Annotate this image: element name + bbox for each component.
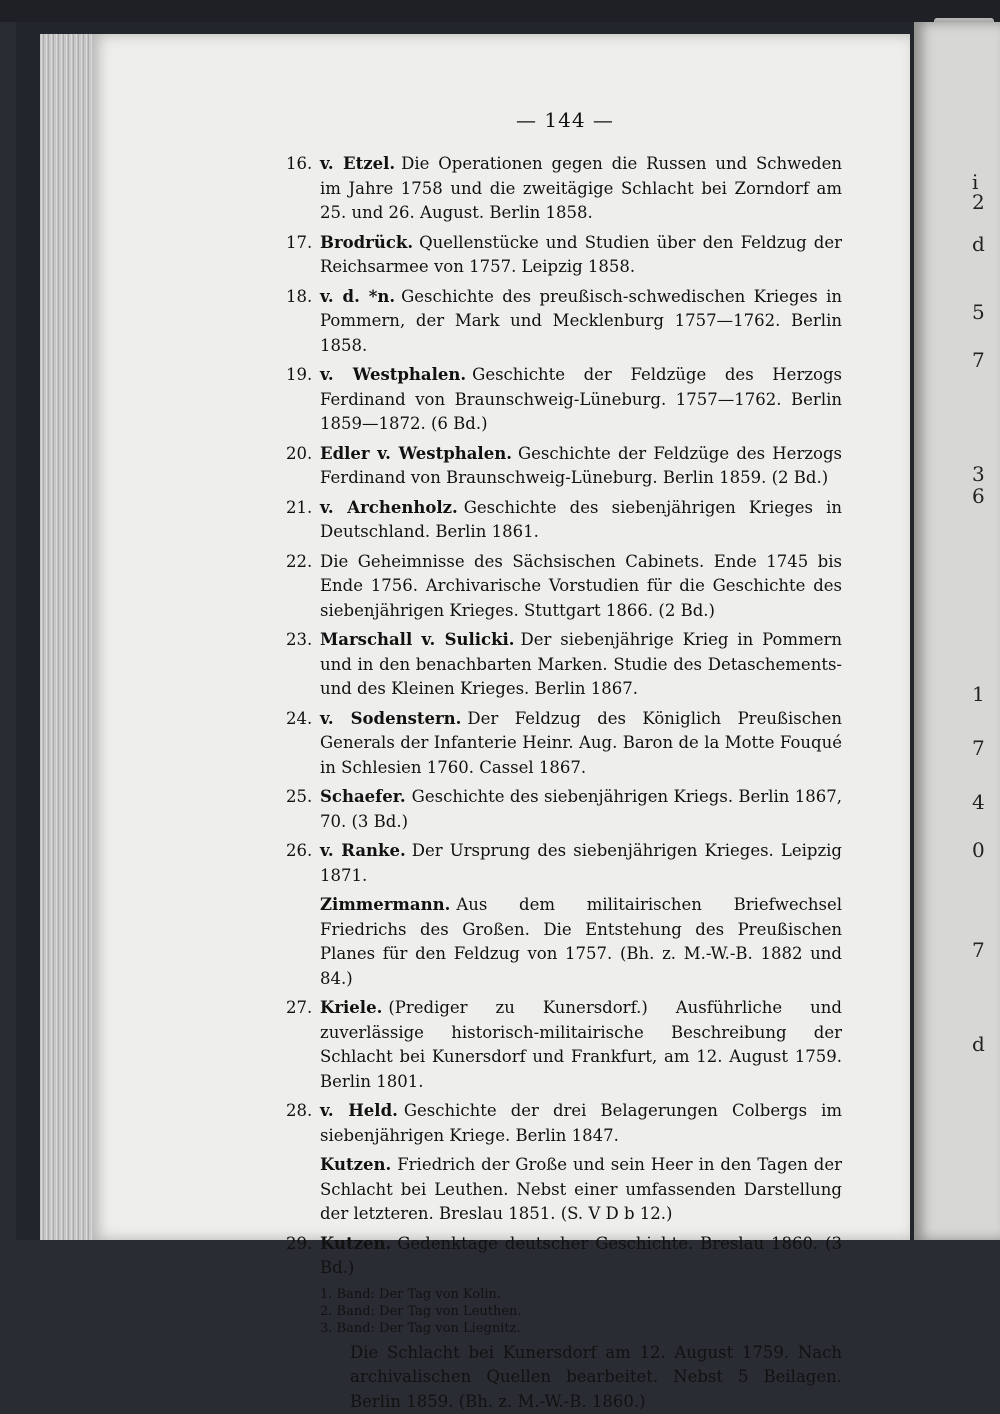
entry-text: Geschichte der Feldzüge des Herzogs Ferdinand von Braunschweig-Lüneburg. Berlin 1859. (2 Bd.) [320,444,842,488]
entry-text: Der Ursprung des siebenjährigen Krieges. Leipzig 1871. [320,841,842,885]
list-item [320,628,842,702]
list-item [320,152,842,226]
list-item [320,285,842,359]
bibliography-list [320,152,842,1414]
list-item [320,785,842,834]
list-item [320,1232,842,1281]
entry-number: 29. [286,1232,320,1281]
list-item [320,231,842,280]
entry-number: 23. [286,628,320,702]
entry-author: v. Sodenstern. [320,709,461,728]
entry-author: Edler v. Westphalen. [320,444,512,463]
entry-text: Gedenktage deutscher Geschichte. Breslau 1860. (3 Bd.) [320,1234,842,1278]
entry-number: 21. [286,496,320,545]
volume-item: 3. Band: Der Tag von Liegnitz. [320,1320,842,1337]
entry-continuation: Die Schlacht bei Kunersdorf am 12. August 1759. Nach archivalischen Quellen bearbeitet. Nebst 5 Beilagen. Berlin 1859. (Bh. z. M.-W.-B. 1860.) [320,1341,842,1414]
list-item [320,550,842,624]
facing-page-fragment: 6 [972,484,985,508]
entry-number: 22. [286,550,320,624]
entry-text: Geschichte des preußisch-schwedischen Krieges in Pommern, der Mark und Mecklenburg 1757—1762. Berlin 1858. [320,287,842,355]
top-strip [0,0,1000,22]
facing-page-fragment: d [972,1032,985,1056]
entry-author: v. Ranke. [320,841,406,860]
facing-page-fragment: 4 [972,790,985,814]
facing-page-fragment: d [972,232,985,256]
entry-author: Brodrück. [320,233,413,252]
entry-text: Geschichte des siebenjährigen Krieges in Deutschland. Berlin 1861. [320,498,842,542]
entry-text: Geschichte der Feldzüge des Herzogs Ferdinand von Braunschweig-Lüneburg. 1757—1762. Berlin 1859—1872. (6 Bd.) [320,365,842,433]
volume-list [320,1286,842,1337]
entry-author: Zimmermann. [320,895,450,914]
entry-author: Marschall v. Sulicki. [320,630,515,649]
facing-page-fragment: 7 [972,938,985,962]
facing-page-fragment: 7 [972,348,985,372]
entry-number: 25. [286,785,320,834]
list-item [320,839,842,888]
facing-page-fragment: i [972,170,978,194]
entry-text: Aus dem militairischen Briefwechsel Friedrichs des Großen. Die Entstehung des Preußischen Planes für den Feldzug von 1757. (Bh. z. M.-W.-B. 1882 und 84.) [320,895,842,988]
facing-page-fragment: 0 [972,838,985,862]
entry-number: 24. [286,707,320,781]
list-item [320,707,842,781]
entry-text: Die Operationen gegen die Russen und Schweden im Jahre 1758 und die zweitägige Schlacht bei Zorndorf am 25. und 26. August. Berlin 1858. [320,154,842,222]
entry-text: (Prediger zu Kunersdorf.) Ausführliche und zuverlässige historisch-militairische Beschreibung der Schlacht bei Kunersdorf und Frankfurt, am 12. August 1759. Berlin 1801. [320,998,842,1091]
list-item [320,996,842,1094]
entry-author: v. Westphalen. [320,365,466,384]
list-item [320,1099,842,1148]
entry-number: 18. [286,285,320,359]
volume-item: 2. Band: Der Tag von Leuthen. [320,1303,842,1320]
entry-number: 19. [286,363,320,437]
entry-number: 20. [286,442,320,491]
list-item [320,363,842,437]
volume-item: 1. Band: Der Tag von Kolin. [320,1286,842,1303]
entry-author: Schaefer. [320,787,406,806]
entry-number: 28. [286,1099,320,1148]
entry-author: v. d. *n. [320,287,395,306]
entry-author: Kriele. [320,998,382,1017]
entry-text: Quellenstücke und Studien über den Feldzug der Reichsarmee von 1757. Leipzig 1858. [320,233,842,277]
entry-text: Geschichte des siebenjährigen Kriegs. Berlin 1867, 70. (3 Bd.) [320,787,842,831]
entry-text: Geschichte der drei Belagerungen Colbergs im siebenjährigen Kriege. Berlin 1847. [320,1101,842,1145]
facing-page-fragment: 1 [972,682,985,706]
entry-author: v. Held. [320,1101,398,1120]
facing-page-fragment: 2 [972,190,985,214]
sub-entry [320,893,842,991]
entry-number: 26. [286,839,320,888]
list-item [320,442,842,491]
entry-author: Kutzen. [320,1155,391,1174]
entry-number: 27. [286,996,320,1094]
entry-author: v. Archenholz. [320,498,458,517]
facing-page-fragment: 5 [972,300,985,324]
sub-entry [320,1153,842,1227]
entry-text: Friedrich der Große und sein Heer in den Tagen der Schlacht bei Leuthen. Nebst einer umfassenden Darstellung der letzteren. Breslau 1851. (S. V D b 12.) [320,1155,842,1223]
entry-text: Der Feldzug des Königlich Preußischen Generals der Infanterie Heinr. Aug. Baron de la Motte Fouqué in Schlesien 1760. Cassel 1867. [320,709,842,777]
list-item [320,496,842,545]
entry-text: Die Geheimnisse des Sächsischen Cabinets. Ende 1745 bis Ende 1756. Archivarische Vorstudien für die Geschichte des siebenjährigen Krieges. Stuttgart 1866. (2 Bd.) [320,552,842,620]
page-number: — 144 — [0,108,1000,132]
entry-author: v. Etzel. [320,154,395,173]
facing-page [914,22,1000,1240]
entry-author: Kutzen. [320,1234,391,1253]
entry-number: 16. [286,152,320,226]
facing-page-fragment: 7 [972,736,985,760]
entry-number: 17. [286,231,320,280]
facing-page-fragment: 3 [972,462,985,486]
entry-text: Der siebenjährige Krieg in Pommern und in den benachbarten Marken. Studie des Detaschements- und des Kleinen Krieges. Berlin 1867. [320,630,842,698]
